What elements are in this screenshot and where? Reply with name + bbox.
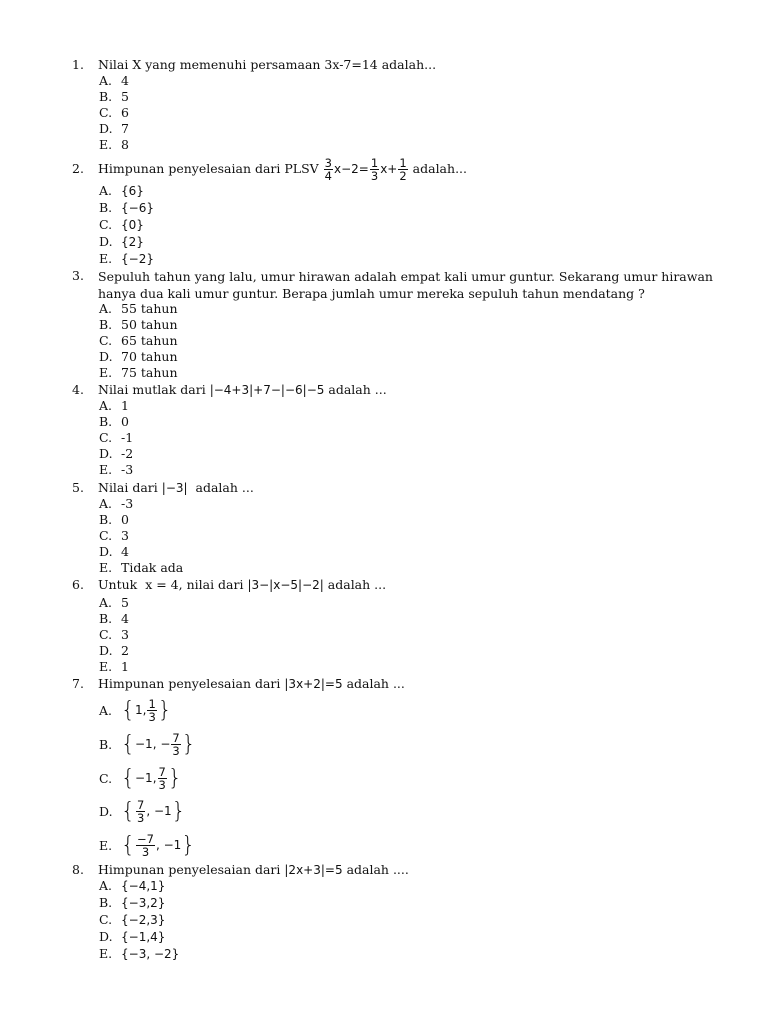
option: D. 7 (99, 121, 129, 136)
option: D. {2} (99, 234, 144, 249)
question-number: 5. (72, 480, 84, 495)
fraction: $\frac{3}{4}$ (324, 155, 332, 183)
question-text: Nilai X yang memenuhi persamaan 3x-7=14 adalah... (98, 57, 437, 72)
option: E. -3 (99, 462, 134, 477)
question-text: Untuk x = 4, nilai dari |3−|x−5|−2| adalah ... (98, 577, 387, 592)
question-text: Himpunan penyelesaian dari |2x+3|=5 adalah .... (98, 862, 409, 877)
option: E. {−3, −2} (99, 946, 180, 961)
option: C. {0} (99, 217, 144, 232)
option: E. 75 tahun (99, 365, 178, 380)
option: B. 4 (99, 611, 129, 626)
option: B. {−3,2} (99, 895, 166, 910)
option: E. Tidak ada (99, 560, 184, 575)
option: D. -2 (99, 446, 134, 461)
option: C. {−2,3} (99, 912, 166, 927)
question-number: 8. (72, 862, 84, 877)
option: A. { 1, $\frac{1}{3}$ } (99, 696, 172, 724)
option: D. {−1,4} (99, 929, 166, 944)
option: A. -3 (99, 496, 134, 511)
option: C. { −1, $\frac{7}{3}$ } (99, 764, 182, 792)
option: D. 4 (99, 544, 129, 559)
fraction: $\frac{1}{2}$ (399, 155, 407, 183)
option: B. {−6} (99, 200, 154, 215)
fraction: $\frac{7}{3}$ (172, 730, 180, 758)
option: B. 5 (99, 89, 129, 104)
option: C. -1 (99, 430, 134, 445)
option: D. 2 (99, 643, 129, 658)
option: C. 65 tahun (99, 333, 178, 348)
option: C. 6 (99, 105, 129, 120)
option: E. 8 (99, 137, 129, 152)
question-text: Himpunan penyelesaian dari |3x+2|=5 adalah ... (98, 676, 405, 691)
fraction: $\frac{7}{3}$ (137, 797, 145, 825)
option: B. 50 tahun (99, 317, 178, 332)
option: E. { $\frac{-7}{3}$ , −1 } (99, 831, 196, 859)
fraction: $\frac{-7}{3}$ (137, 831, 154, 859)
option: D. 70 tahun (99, 349, 178, 364)
option: E. 1 (99, 659, 129, 674)
option: E. {−2} (99, 251, 154, 266)
option: A. 4 (99, 73, 129, 88)
option: A. {−4,1} (99, 878, 166, 893)
question-number: 6. (72, 577, 84, 592)
option: B. 0 (99, 512, 129, 527)
option: D. { $\frac{7}{3}$ , −1 } (99, 797, 186, 825)
question-number: 2. (72, 161, 84, 176)
option: C. 3 (99, 627, 129, 642)
question-text: Himpunan penyelesaian dari PLSV $\frac{3}{4}$ x−2= $\frac{1}{3}$ x+ $\frac{1}{2}$ adalah... (98, 155, 467, 183)
fraction: $\frac{1}{3}$ (148, 696, 156, 724)
option: B. 0 (99, 414, 129, 429)
option: A. {6} (99, 183, 144, 198)
option: A. 1 (99, 398, 129, 413)
option: A. 55 tahun (99, 301, 178, 316)
question-number: 7. (72, 676, 84, 691)
fraction: $\frac{7}{3}$ (158, 764, 166, 792)
option: C. 3 (99, 528, 129, 543)
fraction: $\frac{1}{3}$ (370, 155, 379, 183)
option: A. 5 (99, 595, 129, 610)
question-text: Nilai dari |−3| adalah ... (98, 480, 254, 495)
question-number: 1. (72, 57, 84, 72)
option: B. { −1, − $\frac{7}{3}$ } (99, 730, 196, 758)
question-text: Nilai mutlak dari |−4+3|+7−|−6|−5 adalah ... (98, 382, 387, 397)
question-text: Sepuluh tahun yang lalu, umur hirawan adalah empat kali umur guntur. Sekarang umur hirawan hanya dua kali umur guntur. Berapa jumlah umur mereka sepuluh tahun mendatang ? (98, 269, 713, 301)
question-number: 3. (72, 268, 84, 283)
question-number: 4. (72, 382, 84, 397)
